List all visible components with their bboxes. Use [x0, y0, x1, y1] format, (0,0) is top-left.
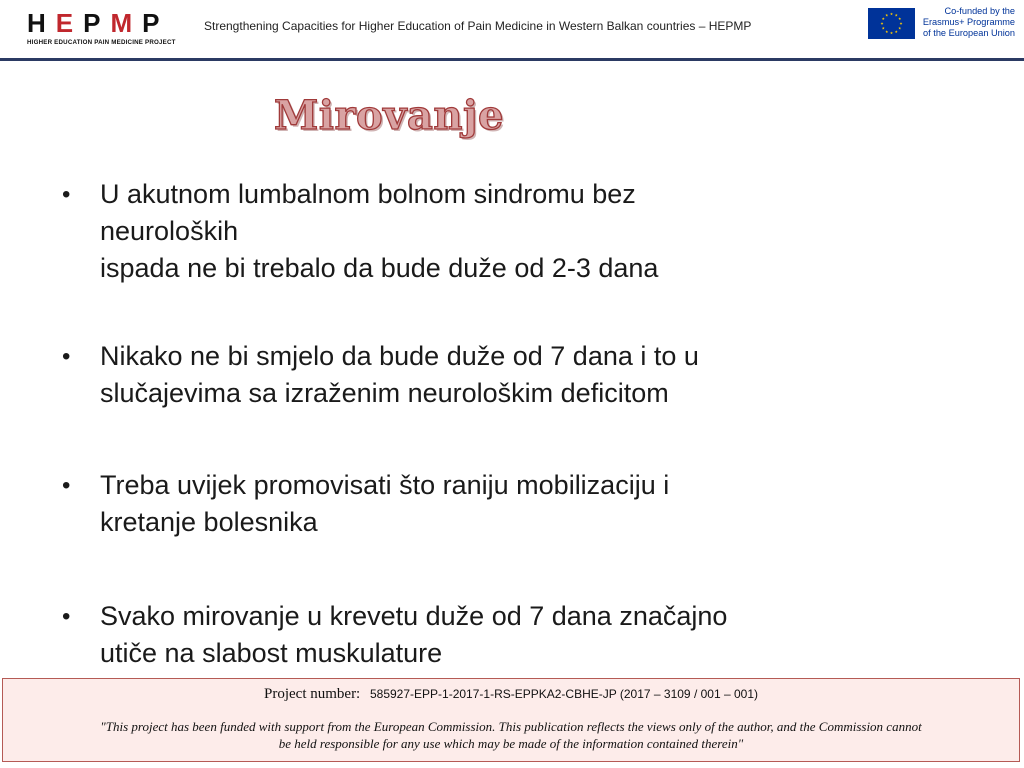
eu-cofunded-text [923, 6, 1015, 39]
header-title: Strengthening Capacities for Higher Education of Pain Medicine in Western Balkan countries – HEPMP [204, 19, 752, 33]
bullet-dot-icon: • [62, 181, 71, 208]
header [0, 0, 1024, 58]
eu-flag-icon [868, 8, 915, 39]
eu-line: of the European Union [923, 28, 1015, 38]
bullet-line: slučajevima sa izraženim neurološkim deficitom [100, 378, 669, 408]
bullet-line: utiče na slabost muskulature [100, 638, 443, 668]
header-divider [0, 58, 1024, 61]
funding-disclaimer [3, 718, 1019, 752]
bullet-dot-icon: • [62, 472, 71, 499]
bullet-list [62, 176, 962, 672]
eu-line: Erasmus+ Programme [922, 17, 1015, 27]
footer-box [2, 678, 1020, 762]
bullet-item [62, 467, 962, 541]
bullet-line: kretanje bolesnika [100, 507, 318, 537]
logo-subtitle: HIGHER EDUCATION PAIN MEDICINE PROJECT [27, 39, 176, 46]
bullet-line: Treba uvijek promovisati što raniju mobilizaciju i [100, 470, 670, 500]
bullet-dot-icon: • [62, 603, 71, 630]
hepmp-logo [27, 10, 189, 46]
slide-title: Mirovanje [274, 92, 504, 139]
bullet-item [62, 598, 962, 672]
project-number-label: Project number: [264, 686, 361, 702]
bullet-line: ispada ne bi trebalo da bude duže od 2-3 dana [100, 253, 659, 283]
eu-line: Co-funded by the [944, 6, 1015, 16]
bullet-item [62, 176, 962, 287]
bullet-line: Svako mirovanje u krevetu duže od 7 dana značajno [100, 601, 728, 631]
disclaimer-line: be held responsible for any use which may be made of the information contained therein" [278, 736, 744, 751]
bullet-dot-icon: • [62, 343, 71, 370]
logo-letters: HEPMP [27, 8, 170, 38]
project-number-value: 585927-EPP-1-2017-1-RS-EPPKA2-CBHE-JP (2017 – 3109 / 001 – 001) [369, 687, 758, 701]
bullet-line: U akutnom lumbalnom bolnom sindromu bez [100, 179, 636, 209]
bullet-line: Nikako ne bi smjelo da bude duže od 7 dana i to u [100, 341, 699, 371]
bullet-line: neuroloških [100, 216, 239, 246]
bullet-item [62, 338, 962, 412]
project-number-line [3, 685, 1019, 703]
disclaimer-line: "This project has been funded with support from the European Commission. This publication reflects the views only of the author, and the Commission cannot [100, 719, 922, 734]
